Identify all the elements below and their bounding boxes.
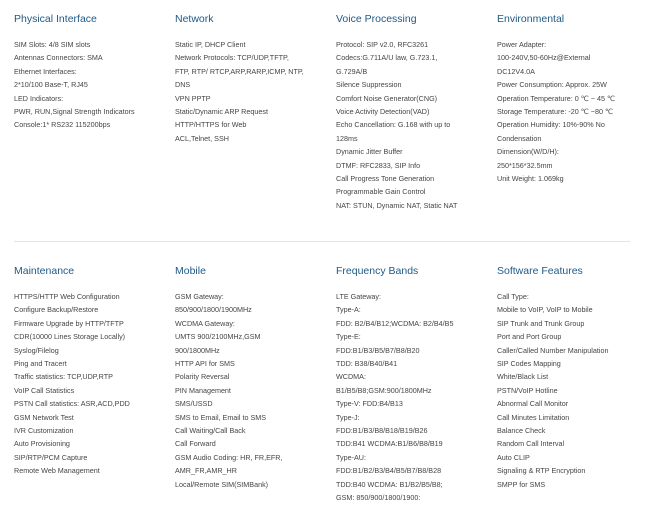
spec-line: TDD:B41 WCDMA:B1/B6/B8/B19 (336, 439, 443, 449)
spec-line: IVR Customization (14, 426, 74, 436)
spec-column-voice-processing (336, 13, 486, 212)
spec-line: Codecs:G.711A/U law, G.723.1, (336, 53, 438, 63)
spec-line: 900/1800MHz (175, 345, 220, 355)
spec-line: Auto Provisioning (14, 439, 70, 449)
spec-column-environmental (497, 13, 647, 185)
spec-line: GSM Audio Coding: HR, FR,EFR, (175, 452, 283, 462)
spec-column-physical-interface (14, 13, 164, 132)
column-lines (336, 290, 486, 505)
column-lines (14, 38, 164, 132)
spec-line: Random Call Interval (497, 439, 565, 449)
spec-line: Comfort Noise Generator(CNG) (336, 93, 438, 103)
spec-line: Firmware Upgrade by HTTP/TFTP (14, 318, 124, 328)
spec-line: Polarity Reversal (175, 372, 230, 382)
spec-line: FDD:B1/B2/B3/B4/B5/B7/B8/B28 (336, 466, 442, 476)
column-title: Physical Interface (14, 13, 97, 25)
spec-line: WCDMA: (336, 372, 366, 382)
spec-line: SIP/RTP/PCM Capture (14, 452, 88, 462)
spec-line: 100-240V,50-60Hz@External (497, 53, 591, 63)
spec-line: Local/Remote SIM(SIMBank) (175, 479, 269, 489)
spec-line: Voice Activity Detection(VAD) (336, 107, 430, 117)
spec-line: Static IP, DHCP Client (175, 40, 246, 49)
spec-line: Programmable Gain Control (336, 187, 426, 197)
spec-line: Caller/Called Number Manipulation (497, 345, 609, 355)
spec-line: CDR(10000 Lines Storage Locally) (14, 332, 126, 342)
spec-line: DC12V4.0A (497, 66, 535, 76)
column-lines (175, 290, 325, 491)
spec-line: 2*10/100 Base-T, RJ45 (14, 80, 88, 90)
column-title: Voice Processing (336, 13, 417, 25)
spec-line: VPN PPTP (175, 93, 211, 103)
spec-line: Balance Check (497, 426, 546, 436)
spec-line: Static/Dynamic ARP Request (175, 107, 268, 117)
spec-line: FDD:B1/B3/B5/B7/B8/B20 (336, 345, 420, 355)
spec-line: FTP, RTP/ RTCP,ARP,RARP,ICMP, NTP, (175, 66, 304, 76)
spec-line: HTTPS/HTTP Web Configuration (14, 292, 120, 301)
spec-line: ACL,Telnet, SSH (175, 133, 229, 143)
spec-line: Silence Suppression (336, 80, 402, 90)
column-title: Environmental (497, 13, 565, 25)
spec-line: PSTN/VoIP Hotline (497, 385, 558, 395)
spec-line: GSM Gateway: (175, 292, 224, 301)
spec-line: FDD:B1/B3/B8/B18/B19/B26 (336, 426, 428, 436)
spec-line: VoIP Call Statistics (14, 385, 75, 395)
section-divider (14, 241, 630, 242)
spec-line: Console:1* RS232 115200bps (14, 120, 111, 130)
spec-line: PSTN Call statistics: ASR,ACD,PDD (14, 399, 130, 409)
column-lines (175, 38, 325, 145)
spec-line: SIP Codes Mapping (497, 359, 561, 369)
spec-line: Operation Humidity: 10%-90% No (497, 120, 605, 130)
column-title: Mobile (175, 265, 206, 277)
spec-line: White/Black List (497, 372, 549, 382)
spec-line: UMTS 900/2100MHz,GSM (175, 332, 261, 342)
spec-line: SIM Slots: 4/8 SIM slots (14, 40, 91, 49)
spec-line: Type-V: FDD:B4/B13 (336, 399, 403, 409)
spec-line: Power Adapter: (497, 40, 547, 49)
spec-line: TDD:B40 WCDMA: B1/B2/B5/B8; (336, 479, 443, 489)
spec-line: Auto CLIP (497, 452, 530, 462)
spec-line: LED Indicators: (14, 93, 64, 103)
column-lines (336, 38, 486, 212)
spec-line: Call Progress Tone Generation (336, 174, 435, 184)
column-title: Maintenance (14, 265, 75, 277)
spec-line: HTTP/HTTPS for Web (175, 120, 247, 130)
spec-line: Dimension(W/D/H): (497, 147, 559, 157)
spec-line: 128ms (336, 133, 358, 143)
spec-line: LTE Gateway: (336, 292, 382, 301)
spec-line: Call Minutes Limitation (497, 412, 570, 422)
spec-line: Dynamic Jitter Buffer (336, 147, 403, 157)
spec-column-network (175, 13, 325, 145)
spec-line: NAT: STUN, Dynamic NAT, Static NAT (336, 200, 458, 210)
spec-line: Configure Backup/Restore (14, 305, 99, 315)
spec-line: Power Consumption: Approx. 25W (497, 80, 607, 90)
column-title: Software Features (497, 265, 583, 277)
column-title: Frequency Bands (336, 265, 419, 277)
spec-column-frequency-bands (336, 265, 486, 505)
spec-line: Unit Weight: 1.069kg (497, 174, 564, 184)
spec-line: Storage Temperature: -20 ℃ ~80 ℃ (497, 107, 614, 117)
spec-line: HTTP API for SMS (175, 359, 235, 369)
spec-line: PWR, RUN,Signal Strength Indicators (14, 107, 135, 117)
column-lines (497, 38, 647, 185)
spec-line: Network Protocols: TCP/UDP,TFTP, (175, 53, 289, 63)
spec-line: DTMF: RFC2833, SIP Info (336, 160, 421, 170)
spec-column-software-features (497, 265, 647, 491)
spec-line: Remote Web Management (14, 466, 100, 476)
spec-line: Signaling & RTP Encryption (497, 466, 586, 476)
spec-line: Antennas Connectors: SMA (14, 53, 103, 63)
spec-line: Traffic statistics: TCP,UDP,RTP (14, 372, 113, 382)
spec-line: AMR_FR,AMR_HR (175, 466, 237, 476)
spec-line: PIN Management (175, 385, 231, 395)
spec-line: Call Type: (497, 292, 529, 301)
spec-line: 250*156*32.5mm (497, 160, 553, 170)
spec-line: Abnormal Call Monitor (497, 399, 569, 409)
spec-line: Call Forward (175, 439, 216, 449)
spec-column-mobile (175, 265, 325, 491)
spec-line: Echo Cancellation: G.168 with up to (336, 120, 451, 130)
spec-line: Condensation (497, 133, 542, 143)
spec-line: Ethernet Interfaces: (14, 66, 77, 76)
spec-line: Ping and Tracert (14, 359, 67, 369)
spec-line: Mobile to VoIP, VoIP to Mobile (497, 305, 593, 315)
spec-line: DNS (175, 80, 191, 90)
spec-line: Operation Temperature: 0 ℃ ~ 45 ℃ (497, 93, 616, 103)
spec-line: Type-A: (336, 305, 361, 315)
spec-line: Call Waiting/Call Back (175, 426, 246, 436)
spec-line: Protocol: SIP v2.0, RFC3261 (336, 40, 429, 49)
spec-line: B1/B5/B8;GSM:900/1800MHz (336, 385, 432, 395)
spec-line: SIP Trunk and Trunk Group (497, 318, 585, 328)
column-lines (14, 290, 164, 478)
column-lines (497, 290, 647, 491)
spec-line: FDD: B2/B4/B12;WCDMA: B2/B4/B5 (336, 318, 454, 328)
spec-line: SMPP for SMS (497, 479, 546, 489)
spec-line: Type-E: (336, 332, 361, 342)
spec-line: 850/900/1800/1900MHz (175, 305, 252, 315)
spec-line: Type-J: (336, 412, 360, 422)
spec-line: Port and Port Group (497, 332, 562, 342)
spec-line: WCDMA Gateway: (175, 318, 235, 328)
spec-line: SMS/USSD (175, 399, 213, 409)
spec-line: Type-AU: (336, 452, 366, 462)
spec-column-maintenance (14, 265, 164, 478)
spec-line: GSM Network Test (14, 412, 74, 422)
spec-line: TDD: B38/B40/B41 (336, 359, 398, 369)
spec-line: GSM: 850/900/1800/1900: (336, 493, 421, 503)
column-title: Network (175, 13, 214, 25)
spec-line: G.729A/B (336, 66, 368, 76)
spec-line: SMS to Email, Email to SMS (175, 412, 267, 422)
spec-line: Syslog/Filelog (14, 345, 59, 355)
